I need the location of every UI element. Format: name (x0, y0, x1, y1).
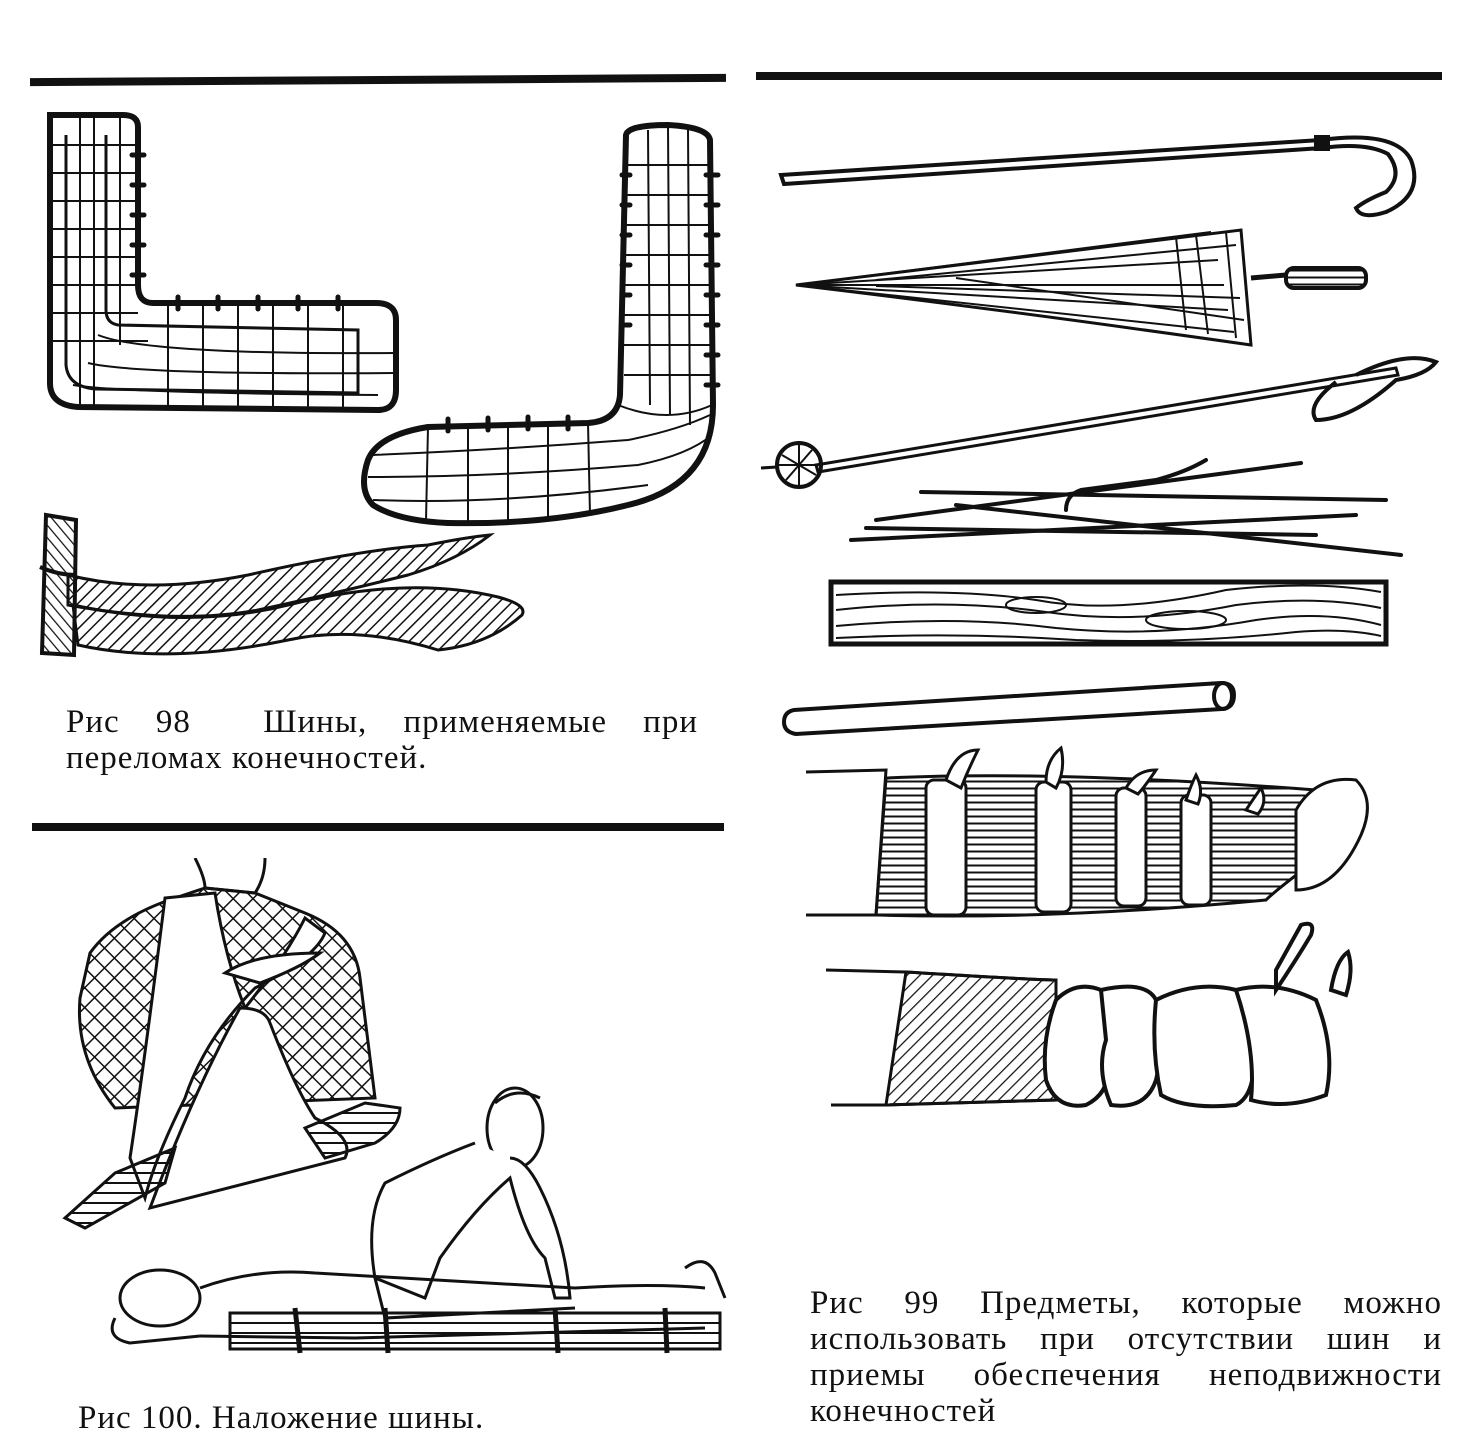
figure-100-caption (78, 1400, 598, 1436)
arm-in-sling (65, 858, 400, 1228)
umbrella (796, 230, 1366, 345)
figure-99-caption (810, 1285, 1442, 1429)
plywood-splint (40, 515, 523, 655)
wire-splint-arm (50, 115, 396, 410)
wooden-board (831, 582, 1386, 644)
tube (784, 683, 1234, 734)
walking-cane (781, 137, 1414, 215)
figure-99-caption-line2: использовать при отсутствии шин и (810, 1321, 1442, 1357)
top-right-rule (756, 72, 1442, 80)
figure-99-caption-line3: приемы обеспечения неподвижности (810, 1357, 1442, 1393)
bundle-of-branches (851, 460, 1401, 555)
figure-98-caption (66, 704, 698, 776)
top-left-rule (30, 74, 726, 86)
figure-98-illustration (28, 105, 728, 675)
figure-98-label: Рис 98 (66, 704, 191, 740)
figure-98-caption-line1: Шины, применяемые при (263, 704, 698, 740)
wire-splint-leg (364, 125, 718, 523)
leg-splinted-with-branches (806, 748, 1367, 916)
figure-98-caption-line2: переломах конечностей. (66, 740, 428, 776)
ski-pole (761, 358, 1436, 487)
figure-100-illustration (55, 858, 755, 1378)
middle-left-rule (32, 823, 724, 831)
figure-100-caption-text: Наложение шины. (211, 1400, 485, 1436)
figure-99-illustration (756, 120, 1456, 1120)
leg-immobilized-with-pillow (826, 924, 1351, 1107)
figure-99-caption-line1: Рис 99 Предметы, которые можно (810, 1285, 1442, 1321)
figure-100-label: Рис 100. (78, 1400, 203, 1436)
figure-99-caption-line4: конечностей (810, 1393, 997, 1429)
